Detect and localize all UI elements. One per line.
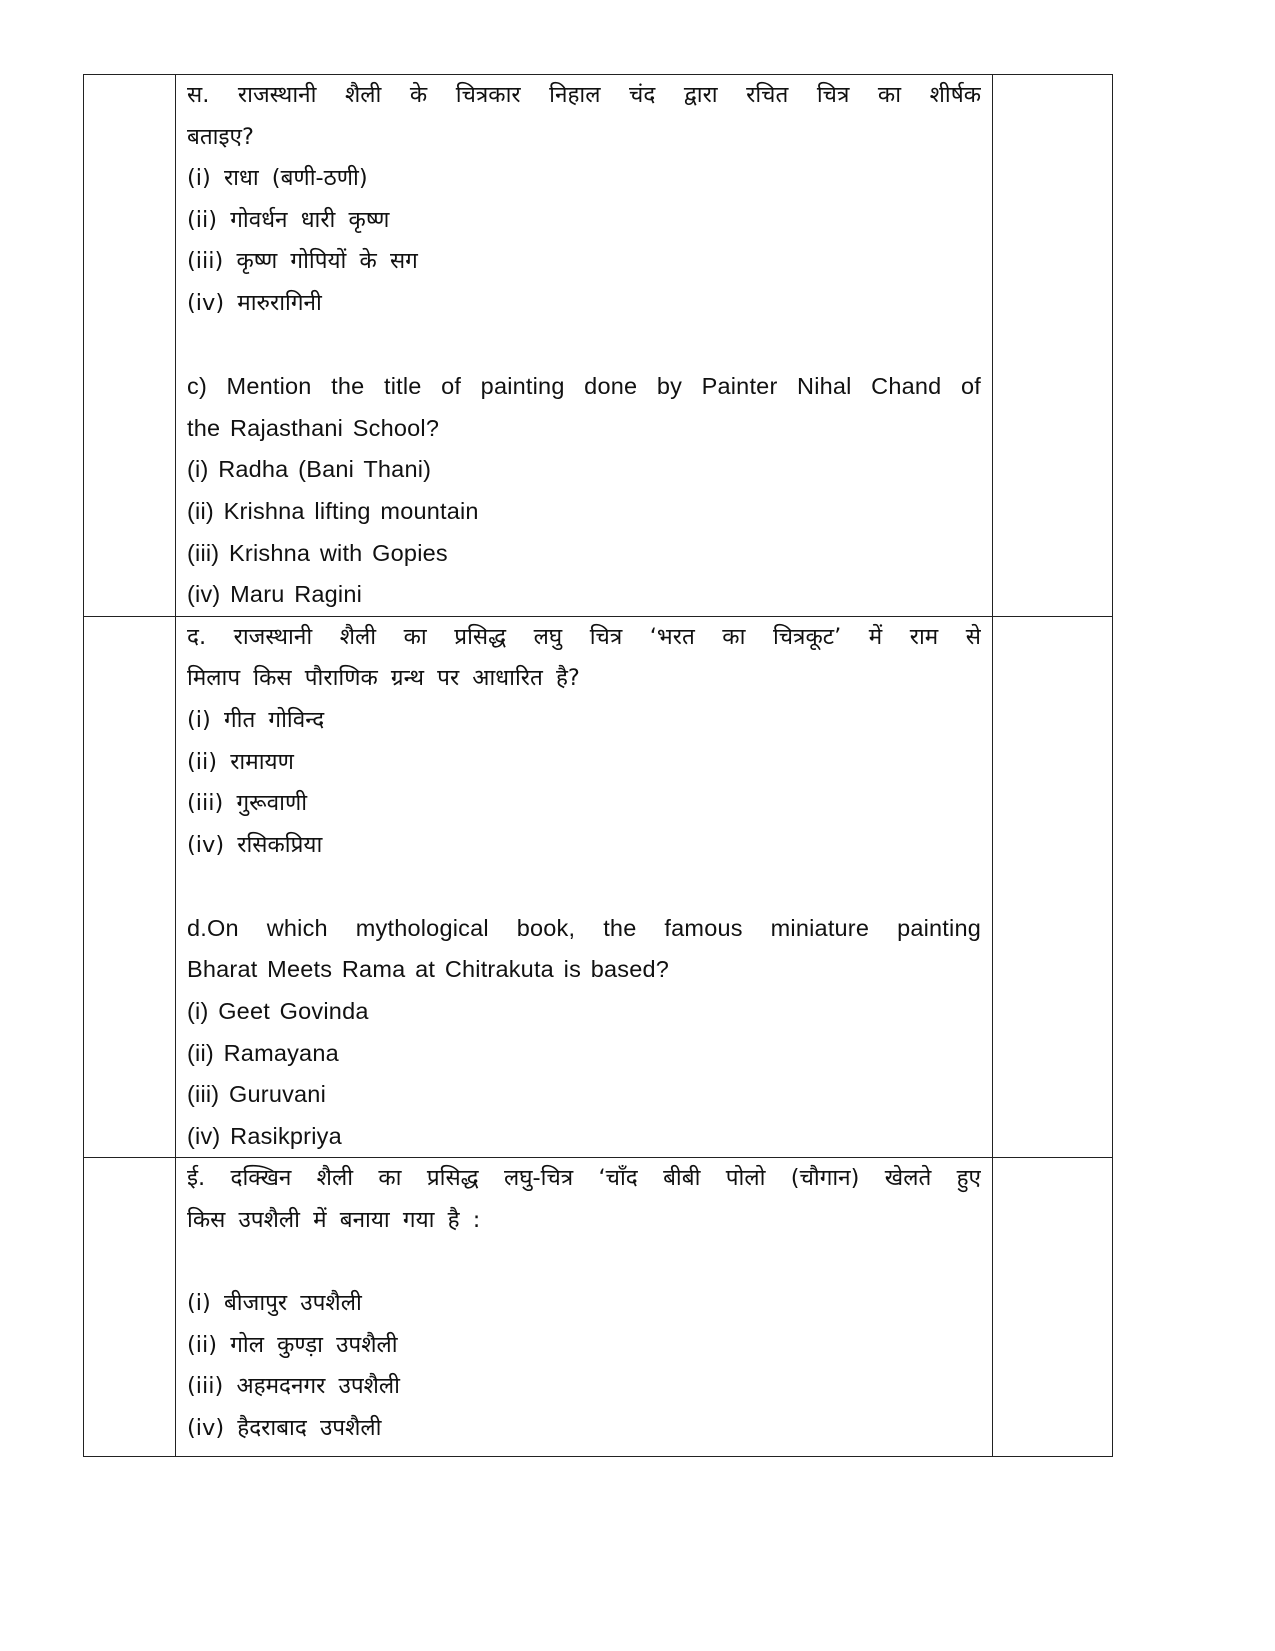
hindi-question-line: मिलाप किस पौराणिक ग्रन्थ पर आधारित है? (187, 665, 580, 692)
hindi-option: (iii) अहमदनगर उपशैली (187, 1373, 401, 1400)
english-option: (iv) Rasikpriya (187, 1122, 342, 1149)
hindi-question-line: ई. दक्खिन शैली का प्रसिद्ध लघु-चित्र ‘चाँद बीबी पोलो (चौगान) खेलते हुए (187, 1165, 981, 1192)
marks-cell (993, 1158, 1113, 1456)
question-cell (176, 1158, 993, 1456)
hindi-option: (iv) मारुरागिनी (187, 289, 322, 316)
question-table (83, 74, 1113, 1457)
hindi-option: (i) राधा (बणी-ठणी) (187, 165, 368, 192)
hindi-question-line: स. राजस्थानी शैली के चित्रकार निहाल चंद द्वारा रचित चित्र का शीर्षक (187, 82, 981, 108)
spacer (187, 1242, 981, 1284)
hindi-option: (iv) हैदराबाद उपशैली (187, 1415, 382, 1441)
question-cell (176, 616, 993, 1158)
english-option: (iii) Krishna with Gopies (187, 539, 448, 566)
table-row (84, 616, 1113, 1158)
question-cell (176, 75, 993, 617)
hindi-option: (ii) गोवर्धन धारी कृष्ण (187, 206, 390, 233)
hindi-option: (iv) रसिकप्रिया (187, 831, 323, 858)
question-number-cell (84, 616, 176, 1158)
hindi-option: (ii) रामायण (187, 748, 294, 775)
marks-cell (993, 75, 1113, 617)
hindi-question-line: द. राजस्थानी शैली का प्रसिद्ध लघु चित्र ‘भरत का चित्रकूट’ में राम से (187, 623, 981, 650)
hindi-option: (i) बीजापुर उपशैली (187, 1290, 362, 1317)
question-number-cell (84, 1158, 176, 1456)
english-option: (iv) Maru Ragini (187, 581, 363, 608)
english-question-line: Bharat Meets Rama at Chitrakuta is based? (187, 956, 670, 983)
hindi-option: (iii) कृष्ण गोपियों के सग (187, 248, 418, 275)
hindi-option: (i) गीत गोविन्द (187, 706, 325, 733)
table-row (84, 1158, 1113, 1456)
spacer (187, 866, 981, 908)
english-question-line: c) Mention the title of painting done by Painter Nihal Chand of (187, 373, 981, 400)
hindi-question-line: बताइए? (187, 123, 254, 150)
marks-cell (993, 616, 1113, 1158)
english-option: (ii) Ramayana (187, 1039, 339, 1066)
hindi-option: (ii) गोल कुण्ड़ा उपशैली (187, 1331, 398, 1358)
hindi-option: (iii) गुरूवाणी (187, 790, 308, 817)
hindi-question-line: किस उपशैली में बनाया गया है : (187, 1207, 481, 1234)
question-number-cell (84, 75, 176, 617)
english-question-line: d.On which mythological book, the famous miniature painting (187, 914, 981, 941)
table-row (84, 75, 1113, 617)
english-option: (ii) Krishna lifting mountain (187, 497, 479, 524)
english-option: (i) Geet Govinda (187, 998, 369, 1025)
english-question-line: the Rajasthani School? (187, 414, 440, 441)
english-option: (iii) Guruvani (187, 1081, 326, 1108)
spacer (187, 325, 981, 367)
spacer (187, 1450, 981, 1456)
english-option: (i) Radha (Bani Thani) (187, 456, 432, 483)
